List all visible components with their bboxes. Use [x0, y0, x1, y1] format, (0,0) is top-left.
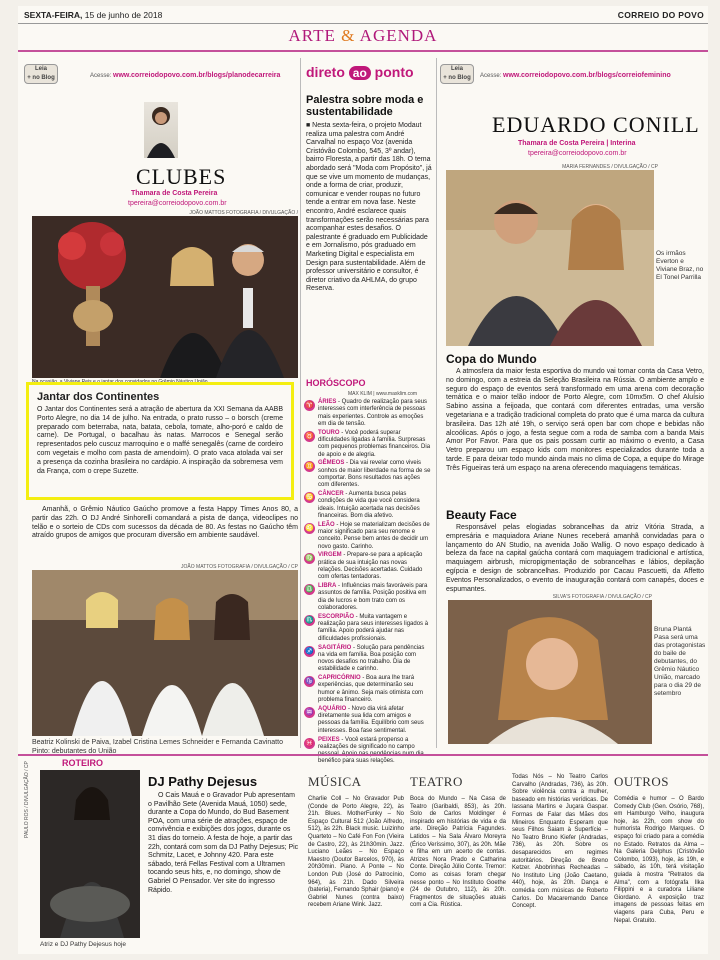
clubes-photo-credit-1: JOÃO MATTOS FOTOGRAFIA / DIVULGAÇÃO /	[189, 210, 298, 216]
newspaper-page	[18, 6, 708, 954]
horoscopo-item-libra: ♎ LIBRA - Influências mais favoráveis para assuntos de família. Posição positiva em dia de lucros e bom trato com os colaboradores.	[305, 583, 428, 612]
clubes-author: Thamara de Costa Pereira	[131, 190, 218, 197]
agenda-teatro-2	[512, 774, 608, 911]
conill-column-name: EDUARDO CONILL	[492, 112, 700, 137]
conill-photo-credit-2: SILVA'S FOTOGRAFIA / DIVULGAÇÃO / CP	[552, 594, 652, 600]
section-rule	[18, 50, 708, 52]
clubes-url[interactable]: Acesse: www.correiodopovo.com.br/blogs/planodecarreira	[90, 72, 281, 79]
agenda-musica	[308, 774, 404, 910]
musica-title: MÚSICA	[308, 774, 362, 789]
column-separator-2	[436, 58, 437, 748]
beauty-face-title: Beauty Face	[446, 508, 517, 522]
outros-title: OUTROS	[614, 774, 670, 789]
gemini-icon: ♊	[305, 463, 314, 471]
musica-body: Charlie Coll – No Gravador Pub (Conde de Porto Alegre, 22), às 21h. Blues. MotherFunky – No Espaço Cultural 512 (João Alfredo, 512), às 22h. Black music. Luizinho Quarteto – No Café Fon Fon (Vieira de Castro, 22), às 21h30min. Jazz. Luciano Leães – No Espaço Maestro (Doutor Barcelos, 970), às 20h30min. Piano. A Ponte – No London Pub (José do Patrocínio, 964), às 21h. Dado Silveira (bateria), Fernando Sphair (piano) e Gabriel Nunes (contra baixo) recebem Ariane Wink. Jazz.	[308, 796, 404, 909]
palestra-body: ■ Nesta sexta-feira, o projeto Modaut realiza uma palestra com André Carvalhal no espaço Voz (avenida Cristóvão Colombo, 545, 3º andar), bairro Floresta, a partir das 18h. O tema abordado será "Moda com Propósito", já que se vive um momento de mudanças, onde a forma de criar, produzir, comunicar e vender roupas no futuro tende a entrar em nova fase. Neste encontro, André esclarece quais transformações serão necessárias para acompanhar estes desafios. O palestrante é graduado em Publicidade e em Jornalismo, pós graduado em Marketing Digital e especialista em Design para sustentabilidade. Além de professor universitário e consultor, é diretor criativo da AHLMA, do grupo Reserva.	[306, 122, 432, 293]
leo-icon: ♌	[305, 524, 314, 532]
horoscopo-item-aries: ♈ ÁRIES - Quadro de realização para seus interesses com interferência de pessoas mais experientes. Controle as emoções em dia de tensão.	[305, 399, 428, 427]
horoscopo-item-cancer: ♋ CÂNCER - Aumenta busca pelas condições de vida que você considera ideais. Intuição acertada nas decisões financeiras. Bom dia afetivo.	[305, 491, 420, 519]
roteiro-bar	[18, 754, 708, 768]
clubes-column-name: CLUBES	[136, 164, 227, 189]
aquarius-icon: ♒	[305, 708, 314, 716]
roteiro-dj-caption: Atriz e DJ Pathy Dejesus hoje	[40, 941, 126, 948]
cancer-icon: ♋	[305, 494, 314, 502]
teatro-body: Boca do Mundo – Na Casa de Teatro (Garibaldi, 853), às 20h. Solo de Carlos Moldinger é inspirado em histórias de vida e da arte. Direção Patrícia Fagundes. Latidos – Na Sala Álvaro Moreyra (Érico Veríssimo, 307), às 20h. Mãe e filha em um acerto de contas. Atrizes Nora Prado e Catharina Conte. Direção Júlio Conte. Tremor: Como as coisas foram chegar nesse ponto – No Instituto Goethe (24 de Outubro, 112), às 20h. Fragmentos de situações atuais com a Cia. Rústica.	[410, 796, 506, 909]
horoscopo-item-sagitario: ♐ SAGITÁRIO - Solução para pendências na vida em família. Boa posição com novos desafios no trabalho. Dia de estabilidade e carinho.	[305, 644, 425, 673]
horoscopo-item-virgem: ♍ VIRGEM - Prepare-se para a aplicação prática de sua intuição nas novas relações. Decisões acertadas. Cuidado com ofertas tentadoras.	[305, 552, 423, 581]
copa-body: A atmosfera da maior festa esportiva do mundo vai tomar conta da Casa Vetro, no domingo, com a estreia da Seleção Brasileira na Rússia. O ambiente amplo e seguro do espaço de eventos será transformado em uma arena com decoração temática e o maior telão indoor de Porto Alegre, com 10mx5m. O chef Aluísio Sabino assina a feijoada, que contará com diferentes entradas, uma versão vegetariana e a tradição tradicional completa do prato que é uma marca da cultura brasileira. Das 12h até 19h, o serviço será open bar com chope e bebidas não alcoólicas. Após o jogo, a festa segue com a roda de samba com a banda Mais Amor Por Favor. Para que os pais possam curtir ao máximo o evento, a Casa Vetro preparou um espaço kids com monitores especializados durante toda a tarde. E para deixar todo mundo ainda mais no clima de Copa, a equipe do Mirage Três Figueiras terá um espaço na arena oferecendo maquiagens temáticas.	[446, 368, 704, 472]
pisces-icon: ♓	[305, 739, 314, 747]
conill-url[interactable]: Acesse: www.correiodopovo.com.br/blogs/correiofeminino	[480, 72, 671, 79]
scorpio-icon: ♏	[305, 616, 314, 624]
dj-title: DJ Pathy Dejesus	[148, 774, 258, 789]
palestra-title: Palestra sobre moda e sustentabilidade	[306, 94, 424, 118]
clubes-photo-couple	[32, 216, 298, 378]
masthead-day: SEXTA-FEIRA,	[24, 10, 83, 20]
conill-side-caption-2: Bruna Plantá Pasa será uma das protagonistas do baile de debutantes, do Grêmio Náutico União, marcado para o dia 29 de setembro	[654, 626, 706, 697]
clubes-email[interactable]: tpereira@correiodopovo.com.br	[128, 200, 227, 207]
horoscopo-item-capricornio: ♑ CAPRICÓRNIO - Boa aura lhe trará experiências, que determinarão seu humor e ânimo. Seja mais otimista com problema financeiro.	[305, 675, 424, 704]
conill-photo-siblings	[446, 170, 654, 346]
conill-blog-bar	[440, 64, 476, 84]
aries-icon: ♈	[305, 402, 314, 409]
outros-body: Comédia e humor – O Bardo Comedy Club (Gen. Osório, 768), em Hamburgo Velho, inaugura hoje, às 22h, com show do humorista Rodrigo Marques. O espaço foi criado para a comédia no Estado. Retratos da Alma – Na Galeria Delphus (Cristóvão Colombo, 1093), hoje, às 19h, e sábado, às 10h, terá visitação guiada à mostra "Retratos da Alma", com a fotógrafa Ilka Filippini e a curadora Liliane Giordano. A exposição traz imagens de pessoas feitas em viagens para Cuba, Peru e Nepal. Gratuito.	[614, 796, 704, 924]
agenda-teatro	[410, 774, 506, 910]
conill-author: Thamara de Costa Pereira | Interina	[518, 140, 636, 147]
columnist-portrait	[144, 102, 178, 158]
copa-title: Copa do Mundo	[446, 352, 537, 366]
horoscopo-item-gemeos: ♊ GÊMEOS - Dia vai revelar como viveis sonhos de maior liberdade na forma de se comportar. Bons resultados nas ações com diferentes.	[305, 460, 431, 489]
horoscopo-credit: MAX KLIM | www.maxklim.com	[348, 391, 418, 397]
dj-body: O Cais Mauá e o Gravador Pub apresentam o Pavilhão Sete (Avenida Mauá, 1050) sede, durante a Copa do Mundo, do Bud Basement POA, com uma série de atrações, espaço de convivência e exibições dos jogos, durante os 31 dias do torneio. A festa de hoje, a partir das 22h, contará com som da DJ Pathy Dejesus; Pic Schmitz, Lacet, e Johnny 420. Para este sábado, terá Fellas Festival com a Ultramen tocando seus hits, e, no domingo, show de Gabriel O Pensador. Ver site do ingresso Rápido.	[148, 792, 299, 894]
agenda-outros	[614, 774, 704, 925]
roteiro-label: ROTEIRO	[62, 758, 104, 768]
clubes-caption-2: Beatriz Kolinski de Paiva, Izabel Cristina Lemes Schneider e Fernanda Cavinatto Pinto: debutantes do União	[32, 739, 283, 755]
jantar-dos-continentes-box	[26, 382, 294, 500]
beauty-face-body: Responsável pelas elogiadas sobrancelhas da atriz Vitória Strada, a empresária e maquiadora Ariane Nunes receberá amanhã convidadas para o lançamento do AN Studio, na avenida João Wallig. O novo espaço dedicado à beleza da face na capital gaúcha contará com maquiagem tradicional e artística, maquiagem airbrush, micropigmentação de sobrancelhas e lábios, depilação egípcia e design de sobrancelhas. Produzido por Cacau Pascuetti, da Affetto Eventos Personalizados, o evento de inauguração contará com canapés, doces e espumantes.	[446, 524, 704, 593]
taurus-icon: ♉	[305, 432, 314, 440]
masthead-date: 15 de junho de 2018	[84, 10, 163, 20]
masthead-paper: CORREIO DO POVO	[617, 10, 704, 20]
masthead	[18, 6, 708, 24]
jantar-body: O Jantar dos Continentes será a atração de abertura da XXI Semana da AABB Porto Alegre, no dia 14 de julho. Na entrada, o prato russo – o borsch (creme preparado com beterraba, nata, batata, cebola, tomate, alho-poró e caldo de carne). De Portugal, o bacalhau às natas. Marrocos e Senegal serão representados pelo cuscuz marroquino e o maffé senegalês (carne de cordeiro com vegetais e molho com pasta de amendoim). O prato vaca atolada vai ser a presença da cozinha brasileira no cardápio. A inspiração da sobremesa vem da França, com o crepe Suzette.	[37, 406, 283, 475]
capricorn-icon: ♑	[305, 678, 314, 686]
libra-icon: ♎	[305, 586, 314, 594]
horoscopo-item-peixes: ♓ PEIXES - Você estará propenso a realizações de significado no campo pessoal. Apoio nas pendências num dia benéfico para suas relações.	[305, 736, 424, 765]
column-separator-1	[300, 58, 301, 748]
clubes-photo-credit-2: JOÃO MATTOS FOTOGRAFIA / DIVULGAÇÃO / CP	[181, 564, 298, 570]
virgo-icon: ♍	[305, 555, 314, 563]
jantar-title: Jantar dos Continentes	[37, 391, 160, 403]
roteiro-side-credit: PAULO ROS / DIVULGAÇÃO / CP	[24, 761, 30, 838]
sagittarius-icon: ♐	[305, 647, 314, 655]
horoscopo-item-touro: ♉ TOURO - Você poderá superar dificuldades ligadas à família. Surpresas com pequenos problemas financeiros. Dia de apoio e de alegria.	[305, 429, 431, 458]
section-title: ARTE & AGENDA	[288, 26, 438, 45]
conill-side-caption-1: Os irmãos Everton e Viviane Braz, no El Tonel Parrilla	[656, 250, 704, 281]
leia-no-blog-badge: Leia + no Blog	[24, 64, 58, 84]
teatro-body-2: Todas Nós – No Teatro Carlos Carvalho (Andradas, 736), às 20h. Sobre violência contra a mulher, baseado em histórias verídicas. De Iassana Martins e Juçara Gaspar. Formas de Falar das Mães dos Mineiros Enquanto Esperam que seus Filhos Saiam à Superfície – No Teatro Bruno Kiefer (Andradas, 736), às 20h. Sobre os desaparecidos em regimes autoritários. Direção de Breno Ketzer. Abobrinhas Recheadas – No Instituto Ling (João Caetano, 440), hoje, às 20h. Dança e comédia com músicas de Roberto Carlos. Do Macaremando Dance Concept.	[512, 774, 608, 910]
clubes-photo-debutantes	[32, 570, 298, 736]
horoscopo-list	[304, 399, 432, 767]
horoscopo-item-aquario: ♒ AQUÁRIO - Novo dia virá afetar diretamente sua lida com amigos e pessoas da família. Equilíbrio com seus interesses. Boa fase sentimental.	[305, 705, 424, 734]
teatro-title: TEATRO	[410, 774, 463, 789]
conill-photo-bruna	[448, 600, 652, 744]
conill-photo-credit-1: MARIA FERNANDES / DIVULGAÇÃO / CP	[562, 164, 658, 170]
horoscopo-item-leao: ♌ LEÃO - Hoje se materializam decisões de maior significado para seu renome e conceito. Pense bem antes de decidir um novo gasto. Carinho.	[305, 521, 430, 550]
conill-email[interactable]: tpereira@correiodopovo.com.br	[528, 150, 627, 157]
leia-no-blog-badge-2: Leia + no Blog	[440, 64, 474, 84]
horoscopo-title: HORÓSCOPO	[306, 378, 366, 388]
roteiro-photo-dj	[40, 770, 140, 938]
horoscopo-item-escorpiao: ♏ ESCORPIÃO - Muita vantagem e realização para seus interesses ligados à família. Apoio poderá ajudar nas dificuldades profissionais.	[305, 613, 429, 642]
direto-ao-ponto-header: direto ao ponto	[306, 64, 414, 80]
gaucho-paragraph: Amanhã, o Grêmio Náutico Gaúcho promove a festa Happy Times Anos 80, a partir das 22h. O DJ André Sinhorelli comandará a pista de dança, videoclipes no telão e o sorteio de CDs com sucessos da década de 80. As festas no Gaúcho têm atraído grupos de amigos que procuram diversão em ambiente saudável.	[32, 506, 298, 540]
